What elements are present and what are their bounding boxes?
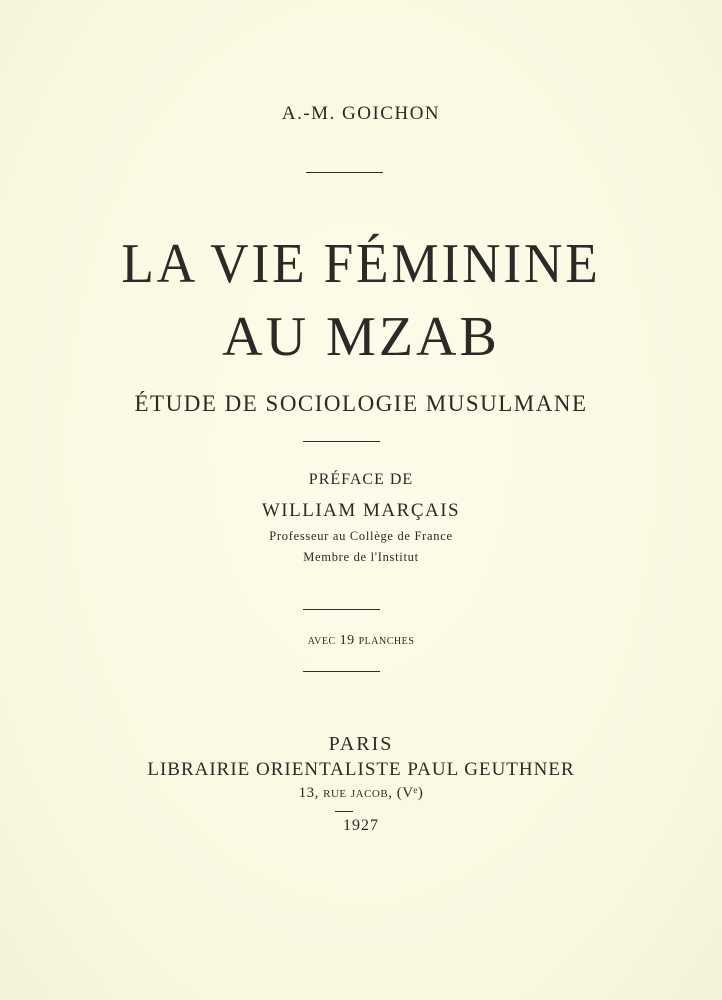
divider-rule-3 (303, 609, 380, 610)
book-subtitle: ÉTUDE DE SOCIOLOGIE MUSULMANE (134, 391, 588, 416)
publication-year: 1927 (343, 817, 379, 834)
book-title-line-1: LA VIE FÉMININE (121, 233, 601, 295)
preface-label: PRÉFACE DE (308, 471, 414, 488)
book-title-line-2: AU MZAB (222, 306, 500, 368)
plates-note: avec 19 planches (307, 633, 415, 648)
year-mark (335, 811, 353, 812)
divider-rule-2 (303, 441, 380, 442)
author-name: A.-M. GOICHON (281, 103, 441, 124)
imprint-publisher: LIBRAIRIE ORIENTALISTE PAUL GEUTHNER (147, 759, 575, 780)
preface-author-title: Professeur au Collège de France (269, 529, 453, 543)
preface-author-name: WILLIAM MARÇAIS (261, 500, 461, 521)
divider-rule-1 (306, 172, 383, 173)
imprint-address: 13, rue jacob, (Vᵉ) (298, 785, 424, 801)
divider-rule-4 (303, 671, 380, 672)
preface-author-membership: Membre de l'Institut (303, 550, 419, 564)
imprint-city: PARIS (328, 733, 394, 755)
